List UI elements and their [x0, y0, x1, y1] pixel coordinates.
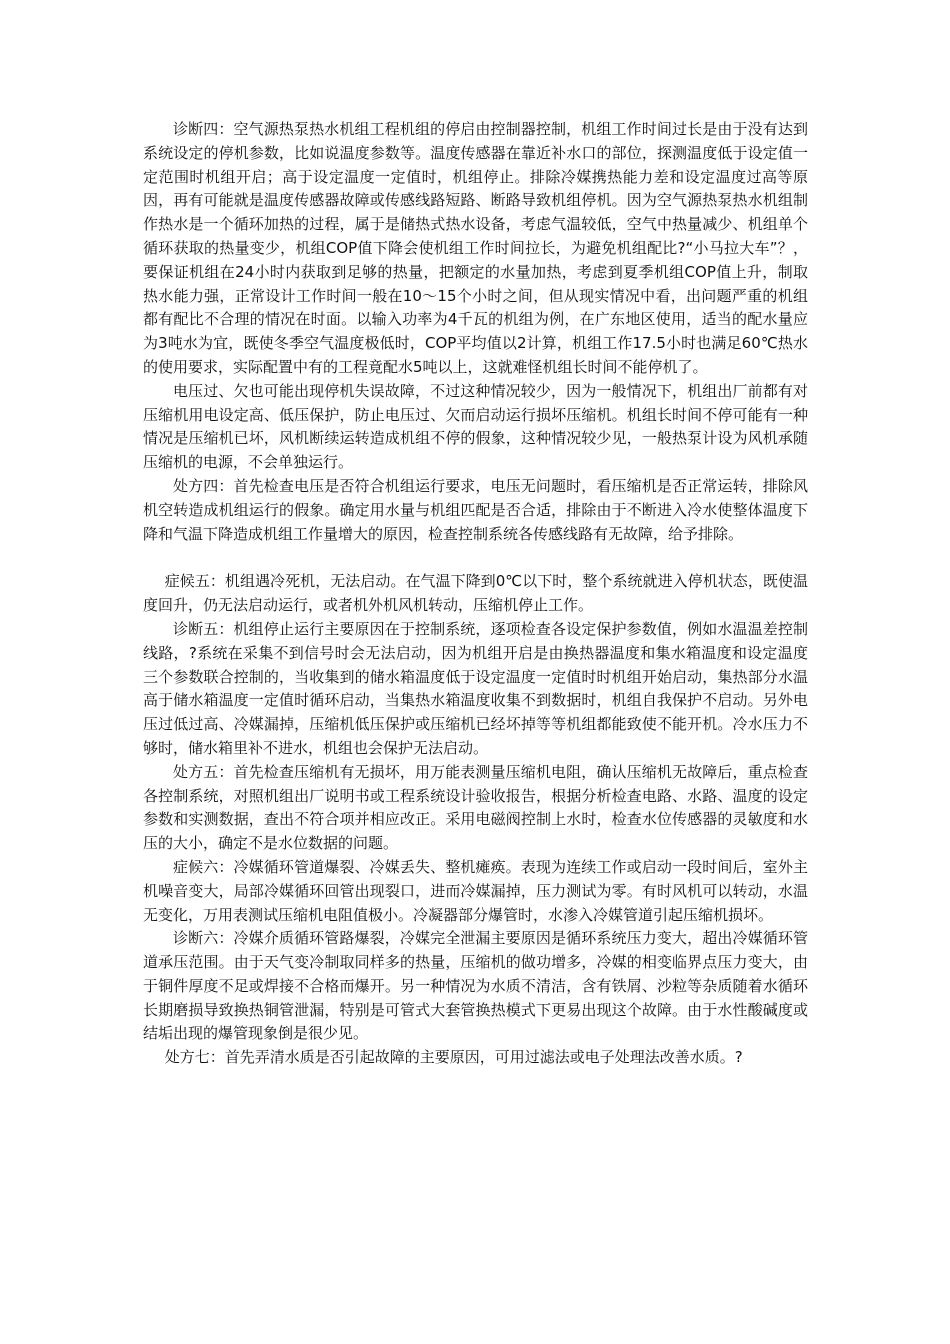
paragraph-diagnosis-6: 诊断六：冷媒介质循环管路爆裂，冷媒完全泄漏主要原因是循环系统压力变大，超出冷媒循环管道承压范围。由于天气变冷制取同样多的热量，压缩机的做功增多，冷媒的相变临界点压力变大，由于铜件厚度不足或焊接不合格而爆开。另一种情况为水质不清洁，含有铁屑、沙粒等杂质随着水循环长期磨损导致换热铜管泄漏，特别是可管式大套管换热模式下更易出现这个故障。由于水性酸碱度或结垢出现的爆管现象倒是很少见。: [143, 929, 808, 1043]
paragraph-symptom-6: 症候六：冷媒循环管道爆裂、冷媒丢失、整机瘫痪。表现为连续工作或启动一段时间后，室外主机噪音变大，局部冷媒循环回管出现裂口，进而冷媒漏掉，压力测试为零。有时风机可以转动，水温无变化，万用表测试压缩机电阻值极小。冷凝器部分爆管时，水渗入冷媒管道引起压缩机损坏。: [143, 857, 808, 924]
paragraph-symptom-5: 症候五：机组遇冷死机，无法启动。在气温下降到0℃以下时，整个系统就进入停机状态，既使温度回升，仍无法启动运行，或者机外机风机转动，压缩机停止工作。: [143, 572, 808, 615]
paragraph-prescription-4: 处方四：首先检查电压是否符合机组运行要求，电压无问题时，看压缩机是否正常运转，排除风机空转造成机组运行的假象。确定用水量与机组匹配是否合适，排除由于不断进入冷水使整体温度下降和气温下降造成机组工作量增大的原因，检查控制系统各传感线路有无故障，给予排除。: [143, 476, 808, 543]
paragraph-voltage-issue: 电压过、欠也可能出现停机失误故障，不过这种情况较少，因为一般情况下，机组出厂前都有对压缩机用电设定高、低压保护，防止电压过、欠而启动运行损坏压缩机。机组长时间不停可能有一种情况是压缩机已坏，风机断续运转造成机组不停的假象，这种情况较少见，一般热泵计设为风机承随压缩机的电源，不会单独运行。: [143, 381, 808, 472]
paragraph-prescription-7: 处方七：首先弄清水质是否引起故障的主要原因，可用过滤法或电子处理法改善水质。?: [164, 1048, 743, 1067]
paragraph-prescription-5: 处方五：首先检查压缩机有无损坏，用万能表测量压缩机电阻，确认压缩机无故障后，重点检查各控制系统，对照机组出厂说明书或工程系统设计验收报告，根据分析检查电路、水路、温度的设定参数和实测数据，查出不符合项并相应改正。采用电磁阀控制上水时，检查水位传感器的灵敏度和水压的大小，确定不是水位数据的问题。: [143, 762, 808, 853]
paragraph-diagnosis-5: 诊断五：机组停止运行主要原因在于控制系统，逐项检查各设定保护参数值，例如水温温差控制线路，?系统在采集不到信号时会无法启动，因为机组开启是由换热器温度和集水箱温度和设定温度三个参数联合控制的，当收集到的储水箱温度低于设定温度一定值时时机组开始启动，集热部分水温高于储水箱温度一定值时循环启动，当集热水箱温度收集不到数据时，机组自我保护不启动。另外电压过低过高、冷媒漏掉，压缩机低压保护或压缩机已经坏掉等等机组都能致使不能开机。冷水压力不够时，储水箱里补不进水，机组也会保护无法启动。: [143, 619, 808, 757]
document-page: [143, 118, 808, 1070]
paragraph-diagnosis-4: 诊断四：空气源热泵热水机组工程机组的停启由控制器控制，机组工作时间过长是由于没有达到系统设定的停机参数，比如说温度参数等。温度传感器在靠近补水口的部位，探测温度低于设定值一定范围时机组开启；高于设定温度一定值时，机组停止。排除冷媒携热能力差和设定温度过高等原因，再有可能就是温度传感器故障或传感线路短路、断路导致机组停机。因为空气源热泵热水机组制作热水是一个循环加热的过程，属于是储热式热水设备，考虑气温较低，空气中热量减少、机组单个循环获取的热量变少，机组COP值下降会使机组工作时间拉长，为避免机组配比?“小马拉大车”？，要保证机组在24小时内获取到足够的热量，把额定的水量加热，考虑到夏季机组COP值上升，制取热水能力强，正常设计工作时间一般在10～15个小时之间，但从现实情况中看，出问题严重的机组都有配比不合理的情况在时面。以输入功率为4千瓦的机组为例，在广东地区使用，适当的配水量应为3吨水为宜，既使冬季空气温度极低时，COP平均值以2计算，机组工作17.5小时也满足60℃热水的使用要求，实际配置中有的工程竟配水5吨以上，这就难怪机组长时间不能停机了。: [143, 120, 808, 376]
